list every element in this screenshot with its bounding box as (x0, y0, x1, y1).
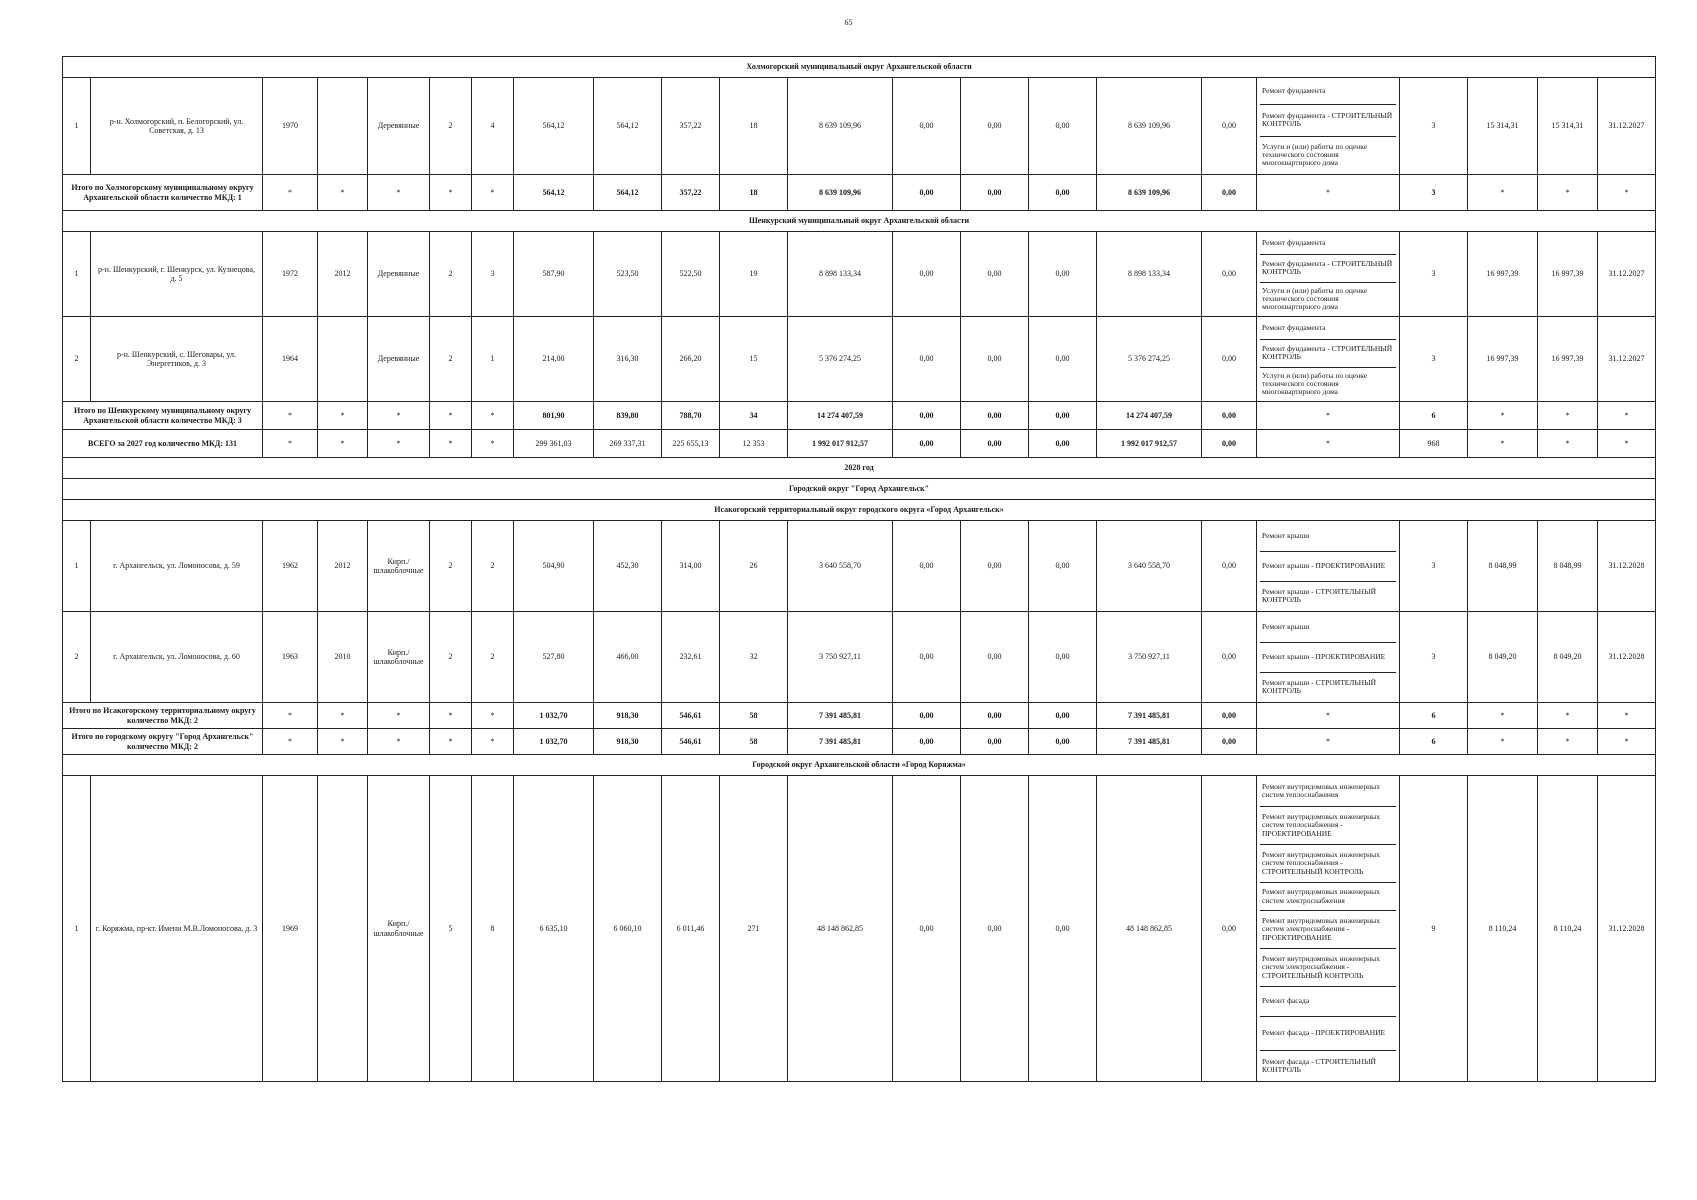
premises-area-cell: 918,30 (594, 703, 662, 729)
work-item: Услуги и (или) работы по оценке технического состояния многоквартирного дома (1262, 285, 1367, 312)
entrances-cell: 1 (472, 317, 514, 402)
residential-area-cell: 314,00 (662, 521, 720, 612)
residential-area-cell: 357,22 (662, 175, 720, 211)
deadline-cell: 31.12.2027 (1598, 317, 1656, 402)
star-cell: * (368, 402, 430, 430)
work-item: Ремонт внутридомовых инженерных систем теплоснабжения - СТРОИТЕЛЬНЫЙ КОНТРОЛЬ (1260, 845, 1396, 883)
star-cell: * (263, 175, 318, 211)
residential-area-cell: 232,61 (662, 612, 720, 703)
funding-cell: 14 274 407,59 (1097, 402, 1202, 430)
entrances-cell: 2 (472, 612, 514, 703)
unit-cost-cell: 15 314,31 (1468, 78, 1538, 175)
unit-cost-cell: 8 048,99 (1468, 521, 1538, 612)
funding-cell: 0,00 (893, 402, 961, 430)
star-cell: * (1468, 703, 1538, 729)
premises-area-cell: 452,30 (594, 521, 662, 612)
floors-cell: 2 (430, 521, 472, 612)
star-cell: * (472, 175, 514, 211)
subtotal-label: Итого по Шенкурскому муниципальному округу Архангельской области количество МКД: 3 (63, 402, 263, 430)
star-cell: * (1538, 175, 1598, 211)
star-cell: * (368, 175, 430, 211)
funding-cell: 0,00 (1202, 232, 1257, 317)
works-count-cell: 3 (1400, 521, 1468, 612)
row-number: 1 (63, 521, 91, 612)
works-count-cell: 968 (1400, 430, 1468, 458)
subtotal-label: Итого по Исакогорскому территориальному округу количество МКД: 2 (63, 703, 263, 729)
work-item: Ремонт крыши - ПРОЕКТИРОВАНИЕ (1260, 551, 1396, 581)
residents-cell: 15 (720, 317, 788, 402)
premises-area-cell: 839,80 (594, 402, 662, 430)
unit-cost-cell: 16 997,39 (1468, 317, 1538, 402)
star-cell: * (1598, 729, 1656, 755)
funding-cell: 5 376 274,25 (1097, 317, 1202, 402)
residents-cell: 58 (720, 729, 788, 755)
works-count-cell: 3 (1400, 78, 1468, 175)
section-title: Шенкурский муниципальный округ Архангельской области (63, 211, 1656, 232)
row-number: 1 (63, 78, 91, 175)
funding-cell: 0,00 (893, 703, 961, 729)
section-header-row (63, 479, 1656, 500)
wall-material-cell: Деревянные (368, 232, 430, 317)
star-cell: * (263, 402, 318, 430)
funding-cell: 0,00 (893, 78, 961, 175)
star-cell: * (368, 430, 430, 458)
cost-total-cell: 1 992 017 912,57 (788, 430, 893, 458)
work-item: Ремонт фундамента - СТРОИТЕЛЬНЫЙ КОНТРОЛЬ (1260, 339, 1396, 367)
wall-material-cell: Деревянные (368, 78, 430, 175)
residents-cell: 271 (720, 776, 788, 1082)
work-item: Ремонт фасада - СТРОИТЕЛЬНЫЙ КОНТРОЛЬ (1262, 1056, 1376, 1074)
last-repair-year-cell (318, 776, 368, 1082)
funding-cell: 0,00 (1029, 430, 1097, 458)
funding-cell: 0,00 (893, 175, 961, 211)
funding-cell: 0,00 (1202, 729, 1257, 755)
works-count-cell: 6 (1400, 402, 1468, 430)
cost-total-cell: 8 639 109,96 (788, 175, 893, 211)
limit-cost-cell: 16 997,39 (1538, 317, 1598, 402)
work-item: Ремонт внутридомовых инженерных систем теплоснабжения (1260, 777, 1396, 807)
residents-cell: 26 (720, 521, 788, 612)
unit-cost-cell: 8 049,20 (1468, 612, 1538, 703)
work-item: Ремонт фундамента (1260, 317, 1396, 339)
works-count-cell: 6 (1400, 729, 1468, 755)
floors-cell: 2 (430, 78, 472, 175)
residential-area-cell: 546,61 (662, 703, 720, 729)
star-cell: * (1257, 175, 1400, 211)
subtotal-row (63, 402, 1656, 430)
work-item: Ремонт крыши (1260, 521, 1396, 551)
star-cell: * (318, 175, 368, 211)
work-item: Ремонт фасада - ПРОЕКТИРОВАНИЕ (1260, 1017, 1396, 1051)
funding-cell: 8 639 109,96 (1097, 175, 1202, 211)
limit-cost-cell: 8 048,99 (1538, 521, 1598, 612)
floors-cell: 5 (430, 776, 472, 1082)
star-cell: * (1598, 430, 1656, 458)
section-header-row (63, 57, 1656, 78)
cost-total-cell: 3 640 558,70 (788, 521, 893, 612)
work-item: Ремонт внутридомовых инженерных систем теплоснабжения - ПРОЕКТИРОВАНИЕ (1260, 807, 1396, 845)
last-repair-year-cell (318, 78, 368, 175)
work-item: Ремонт фундамента - СТРОИТЕЛЬНЫЙ КОНТРОЛЬ (1260, 104, 1396, 136)
funding-cell: 0,00 (961, 703, 1029, 729)
funding-cell: 0,00 (893, 317, 961, 402)
works-count-cell: 9 (1400, 776, 1468, 1082)
work-item: Ремонт фундамента (1260, 78, 1396, 104)
premises-area-cell: 269 337,31 (594, 430, 662, 458)
funding-cell: 0,00 (1202, 703, 1257, 729)
star-cell: * (472, 729, 514, 755)
funding-cell: 0,00 (893, 729, 961, 755)
total-area-cell: 299 361,03 (514, 430, 594, 458)
cost-total-cell: 8 898 133,34 (788, 232, 893, 317)
cost-total-cell: 8 639 109,96 (788, 78, 893, 175)
premises-area-cell: 564,12 (594, 78, 662, 175)
funding-cell: 0,00 (961, 521, 1029, 612)
star-cell: * (1598, 402, 1656, 430)
row-number: 2 (63, 317, 91, 402)
works-count-cell: 3 (1400, 232, 1468, 317)
table-row (63, 521, 1656, 612)
wall-material-cell: Кирп./ шлакоблочные (368, 776, 430, 1082)
section-title: Исакогорский территориальный округ городского округа «Город Архангельск» (63, 500, 1656, 521)
total-area-cell: 801,90 (514, 402, 594, 430)
address-cell: г. Архангельск, ул. Ломоносова, д. 59 (91, 521, 263, 612)
star-cell: * (318, 729, 368, 755)
address-cell: г. Коряжма, пр-кт. Имени М.В.Ломоносова, д. 3 (91, 776, 263, 1082)
unit-cost-cell: 16 997,39 (1468, 232, 1538, 317)
star-cell: * (1538, 430, 1598, 458)
capital-repair-table (62, 56, 1656, 1082)
row-number: 1 (63, 232, 91, 317)
entrances-cell: 8 (472, 776, 514, 1082)
last-repair-year-cell: 2012 (318, 521, 368, 612)
last-repair-year-cell (318, 317, 368, 402)
funding-cell: 0,00 (961, 175, 1029, 211)
funding-cell: 0,00 (893, 232, 961, 317)
total-area-cell: 214,00 (514, 317, 594, 402)
section-header-row (63, 211, 1656, 232)
star-cell: * (472, 402, 514, 430)
premises-area-cell: 918,30 (594, 729, 662, 755)
total-area-cell: 564,12 (514, 78, 594, 175)
address-cell: р-н. Шенкурский, с. Шеговары, ул. Энергетиков, д. 3 (91, 317, 263, 402)
cost-total-cell: 5 376 274,25 (788, 317, 893, 402)
wall-material-cell: Деревянные (368, 317, 430, 402)
star-cell: * (318, 703, 368, 729)
funding-cell: 0,00 (1202, 430, 1257, 458)
funding-cell: 8 639 109,96 (1097, 78, 1202, 175)
work-item: Ремонт фасада (1260, 987, 1396, 1017)
works-cell (1257, 776, 1400, 1082)
works-cell (1257, 521, 1400, 612)
work-item: Ремонт крыши (1260, 612, 1396, 642)
premises-area-cell: 466,00 (594, 612, 662, 703)
work-item: Ремонт крыши - СТРОИТЕЛЬНЫЙ КОНТРОЛЬ (1262, 587, 1377, 605)
deadline-cell: 31.12.2028 (1598, 612, 1656, 703)
works-cell (1257, 612, 1400, 703)
total-area-cell: 504,90 (514, 521, 594, 612)
works-count-cell: 3 (1400, 317, 1468, 402)
subtotal-label: Итого по Холмогорскому муниципальному округу Архангельской области количество МКД: 1 (63, 175, 263, 211)
section-header-row (63, 500, 1656, 521)
star-cell: * (263, 729, 318, 755)
table-row (63, 232, 1656, 317)
year-built-cell: 1972 (263, 232, 318, 317)
funding-cell: 0,00 (893, 430, 961, 458)
deadline-cell: 31.12.2028 (1598, 776, 1656, 1082)
star-cell: * (430, 703, 472, 729)
limit-cost-cell: 16 997,39 (1538, 232, 1598, 317)
work-item: Ремонт внутридомовых инженерных систем электроснабжения (1260, 883, 1396, 911)
star-cell: * (1598, 175, 1656, 211)
section-title: Холмогорский муниципальный округ Архангельской области (63, 57, 1656, 78)
cost-total-cell: 7 391 485,81 (788, 703, 893, 729)
limit-cost-cell: 8 110,24 (1538, 776, 1598, 1082)
funding-cell: 0,00 (1029, 232, 1097, 317)
star-cell: * (1257, 402, 1400, 430)
works-count-cell: 3 (1400, 175, 1468, 211)
work-item: Ремонт фундамента - СТРОИТЕЛЬНЫЙ КОНТРОЛЬ (1260, 254, 1396, 282)
works-cell (1257, 232, 1400, 317)
year-built-cell: 1970 (263, 78, 318, 175)
funding-cell: 3 750 927,11 (1097, 612, 1202, 703)
funding-cell: 0,00 (1029, 317, 1097, 402)
year-built-cell: 1963 (263, 612, 318, 703)
funding-cell: 7 391 485,81 (1097, 703, 1202, 729)
funding-cell: 8 898 133,34 (1097, 232, 1202, 317)
works-cell (1257, 317, 1400, 402)
last-repair-year-cell: 2010 (318, 612, 368, 703)
premises-area-cell: 316,30 (594, 317, 662, 402)
subtotal-row (63, 703, 1656, 729)
star-cell: * (430, 175, 472, 211)
residents-cell: 58 (720, 703, 788, 729)
work-item: Ремонт внутридомовых инженерных систем электроснабжения - СТРОИТЕЛЬНЫЙ КОНТРОЛЬ (1260, 949, 1396, 987)
funding-cell: 3 640 558,70 (1097, 521, 1202, 612)
total-area-cell: 6 635,10 (514, 776, 594, 1082)
residents-cell: 19 (720, 232, 788, 317)
funding-cell: 0,00 (961, 317, 1029, 402)
address-cell: г. Архангельск, ул. Ломоносова, д. 60 (91, 612, 263, 703)
star-cell: * (368, 729, 430, 755)
premises-area-cell: 564,12 (594, 175, 662, 211)
funding-cell: 0,00 (1029, 78, 1097, 175)
deadline-cell: 31.12.2027 (1598, 78, 1656, 175)
funding-cell: 0,00 (1202, 402, 1257, 430)
row-number: 1 (63, 776, 91, 1082)
funding-cell: 0,00 (961, 612, 1029, 703)
total-area-cell: 587,90 (514, 232, 594, 317)
floors-cell: 2 (430, 317, 472, 402)
funding-cell: 0,00 (961, 776, 1029, 1082)
floors-cell: 2 (430, 232, 472, 317)
funding-cell: 48 148 862,85 (1097, 776, 1202, 1082)
funding-cell: 0,00 (893, 521, 961, 612)
works-cell (1257, 78, 1400, 175)
grand-total-row (63, 430, 1656, 458)
table-row (63, 612, 1656, 703)
star-cell: * (1468, 729, 1538, 755)
total-area-cell: 564,12 (514, 175, 594, 211)
funding-cell: 0,00 (961, 729, 1029, 755)
limit-cost-cell: 15 314,31 (1538, 78, 1598, 175)
star-cell: * (263, 430, 318, 458)
premises-area-cell: 523,50 (594, 232, 662, 317)
table-row (63, 317, 1656, 402)
year-built-cell: 1962 (263, 521, 318, 612)
wall-material-cell: Кирп./ шлакоблочные (368, 612, 430, 703)
premises-area-cell: 6 060,10 (594, 776, 662, 1082)
page-number: 65 (844, 18, 853, 27)
star-cell: * (1468, 175, 1538, 211)
work-item: Ремонт крыши - ПРОЕКТИРОВАНИЕ (1260, 642, 1396, 672)
work-item: Услуги и (или) работы по оценке технического состояния многоквартирного дома (1262, 141, 1367, 168)
star-cell: * (318, 430, 368, 458)
works-count-cell: 6 (1400, 703, 1468, 729)
unit-cost-cell: 8 110,24 (1468, 776, 1538, 1082)
star-cell: * (430, 430, 472, 458)
work-item: Услуги и (или) работы по оценке технического состояния многоквартирного дома (1262, 370, 1367, 397)
entrances-cell: 2 (472, 521, 514, 612)
star-cell: * (1257, 703, 1400, 729)
works-count-cell: 3 (1400, 612, 1468, 703)
cost-total-cell: 7 391 485,81 (788, 729, 893, 755)
funding-cell: 0,00 (1029, 612, 1097, 703)
star-cell: * (318, 402, 368, 430)
entrances-cell: 4 (472, 78, 514, 175)
residential-area-cell: 266,20 (662, 317, 720, 402)
star-cell: * (1538, 402, 1598, 430)
star-cell: * (1538, 729, 1598, 755)
total-area-cell: 1 032,70 (514, 703, 594, 729)
address-cell: р-н. Холмогорский, п. Белогорский, ул. Советская, д. 13 (91, 78, 263, 175)
cost-total-cell: 3 750 927,11 (788, 612, 893, 703)
funding-cell: 0,00 (893, 612, 961, 703)
work-item: Ремонт внутридомовых инженерных систем электроснабжения - ПРОЕКТИРОВАНИЕ (1260, 911, 1396, 949)
year-header-row (63, 458, 1656, 479)
star-cell: * (1538, 703, 1598, 729)
table-row (63, 78, 1656, 175)
residents-cell: 18 (720, 175, 788, 211)
wall-material-cell: Кирп./ шлакоблочные (368, 521, 430, 612)
star-cell: * (472, 430, 514, 458)
funding-cell: 0,00 (961, 430, 1029, 458)
grand-total-label: ВСЕГО за 2027 год количество МКД: 131 (63, 430, 263, 458)
funding-cell: 0,00 (1202, 776, 1257, 1082)
funding-cell: 0,00 (1029, 175, 1097, 211)
year-built-cell: 1964 (263, 317, 318, 402)
star-cell: * (1598, 703, 1656, 729)
section-title: Городской округ Архангельской области «Город Коряжма» (63, 755, 1656, 776)
residents-cell: 18 (720, 78, 788, 175)
deadline-cell: 31.12.2028 (1598, 521, 1656, 612)
funding-cell: 0,00 (961, 402, 1029, 430)
residential-area-cell: 546,61 (662, 729, 720, 755)
star-cell: * (1257, 430, 1400, 458)
funding-cell: 0,00 (1029, 402, 1097, 430)
row-number: 2 (63, 612, 91, 703)
funding-cell: 0,00 (1202, 612, 1257, 703)
residential-area-cell: 225 655,13 (662, 430, 720, 458)
star-cell: * (368, 703, 430, 729)
funding-cell: 1 992 017 912,57 (1097, 430, 1202, 458)
residents-cell: 12 353 (720, 430, 788, 458)
cost-total-cell: 14 274 407,59 (788, 402, 893, 430)
section-header-row (63, 755, 1656, 776)
funding-cell: 0,00 (1029, 703, 1097, 729)
work-item: Ремонт фундамента (1260, 232, 1396, 254)
funding-cell: 0,00 (1029, 729, 1097, 755)
funding-cell: 0,00 (893, 776, 961, 1082)
funding-cell: 7 391 485,81 (1097, 729, 1202, 755)
cost-total-cell: 48 148 862,85 (788, 776, 893, 1082)
subtotal-label: Итого по городскому округу "Город Архангельск" количество МКД: 2 (63, 729, 263, 755)
total-area-cell: 527,80 (514, 612, 594, 703)
total-area-cell: 1 032,70 (514, 729, 594, 755)
year-title: 2028 год (63, 458, 1656, 479)
residential-area-cell: 788,70 (662, 402, 720, 430)
star-cell: * (472, 703, 514, 729)
funding-cell: 0,00 (961, 78, 1029, 175)
address-cell: р-н. Шенкурский, г. Шенкурск, ул. Кузнецова, д. 5 (91, 232, 263, 317)
star-cell: * (1468, 402, 1538, 430)
funding-cell: 0,00 (1029, 521, 1097, 612)
residential-area-cell: 522,50 (662, 232, 720, 317)
funding-cell: 0,00 (961, 232, 1029, 317)
star-cell: * (263, 703, 318, 729)
entrances-cell: 3 (472, 232, 514, 317)
section-title: Городской округ "Город Архангельск" (63, 479, 1656, 500)
subtotal-row (63, 729, 1656, 755)
funding-cell: 0,00 (1029, 776, 1097, 1082)
funding-cell: 0,00 (1202, 521, 1257, 612)
star-cell: * (430, 402, 472, 430)
work-item: Ремонт крыши - СТРОИТЕЛЬНЫЙ КОНТРОЛЬ (1262, 678, 1377, 696)
star-cell: * (1257, 729, 1400, 755)
funding-cell: 0,00 (1202, 317, 1257, 402)
funding-cell: 0,00 (1202, 78, 1257, 175)
last-repair-year-cell: 2012 (318, 232, 368, 317)
star-cell: * (1468, 430, 1538, 458)
year-built-cell: 1969 (263, 776, 318, 1082)
residents-cell: 34 (720, 402, 788, 430)
limit-cost-cell: 8 049,20 (1538, 612, 1598, 703)
funding-cell: 0,00 (1202, 175, 1257, 211)
residential-area-cell: 6 011,46 (662, 776, 720, 1082)
star-cell: * (430, 729, 472, 755)
residents-cell: 32 (720, 612, 788, 703)
subtotal-row (63, 175, 1656, 211)
deadline-cell: 31.12.2027 (1598, 232, 1656, 317)
floors-cell: 2 (430, 612, 472, 703)
residential-area-cell: 357,22 (662, 78, 720, 175)
table-row (63, 776, 1656, 1082)
